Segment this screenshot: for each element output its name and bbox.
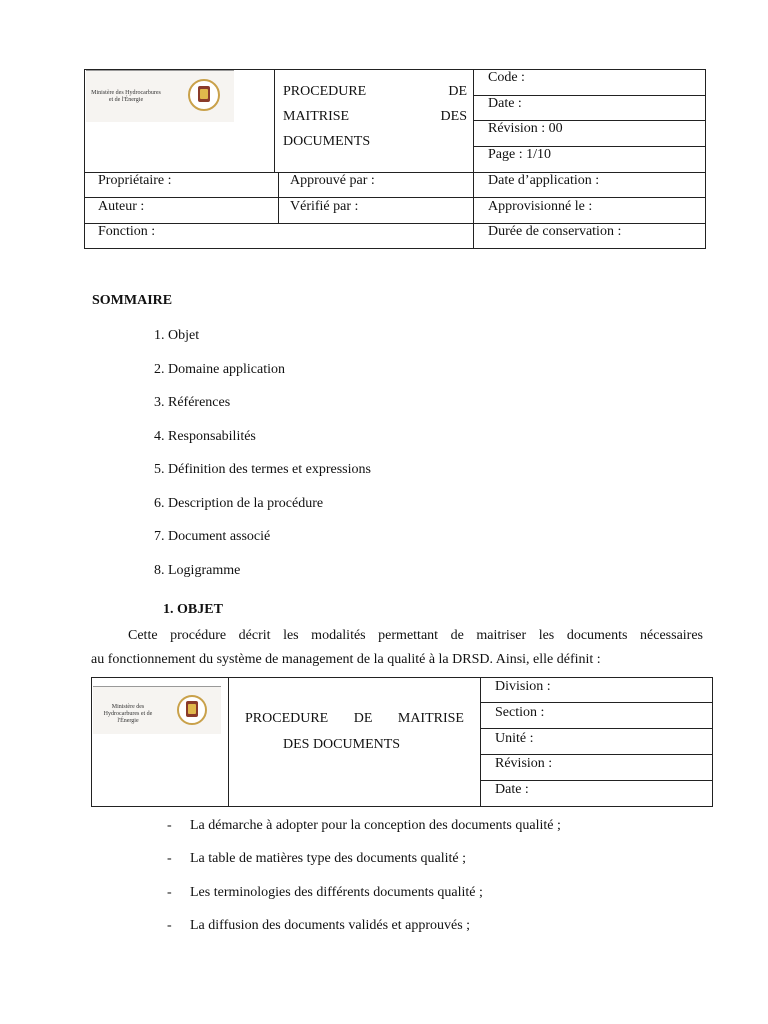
field-approuve: Approuvé par : [290,173,375,188]
field-fonction: Fonction : [98,224,156,239]
divider [473,69,474,249]
title-word: DE [353,711,373,726]
divider [84,197,706,198]
divider [480,728,713,729]
field-section: Section : [495,705,545,720]
toc-item: 3. Références [154,395,231,410]
objet-line-2: au fonctionnement du système de management de la qualité à la DRSD. Ainsi, elle définit : [91,652,601,667]
bullet-marker: - [167,918,172,933]
seal-emblem [200,89,208,99]
template-title-line-2: DES DOCUMENTS [283,737,401,752]
field-auteur: Auteur : [98,199,145,214]
title-line [283,129,467,154]
divider [274,69,275,172]
seal-icon [188,79,220,111]
toc-item: 5. Définition des termes et expressions [154,462,371,477]
field-division: Division : [495,679,551,694]
field-duree: Durée de conservation : [488,224,622,239]
logo-text: Ministère des Hydrocarbures et de l'Énergie [103,704,153,724]
field-date: Date : [488,96,522,111]
divider [480,702,713,703]
toc-item: 2. Domaine application [154,362,286,377]
bullet-marker: - [167,851,172,866]
field-date-application: Date d’application : [488,173,600,188]
title-word: MAITRISE [283,109,350,124]
toc-item: 4. Responsabilités [154,429,256,444]
divider [480,780,713,781]
bullet-item: La diffusion des documents validés et approuvés ; [190,918,471,933]
title-line [283,79,467,104]
logo-text: Ministère des Hydrocarbures et de l'Énergie [91,90,161,103]
bullet-item: La démarche à adopter pour la conception des documents qualité ; [190,818,561,833]
toc-item: 7. Document associé [154,529,271,544]
divider [480,754,713,755]
title-word: PROCEDURE [283,84,367,99]
bullet-item: Les terminologies des différents documents qualité ; [190,885,483,900]
toc-item: 8. Logigramme [154,563,241,578]
field-approvisionne: Approvisionné le : [488,199,593,214]
sommaire-title: SOMMAIRE [92,293,173,308]
logo-rule [86,70,234,71]
field-proprietaire: Propriétaire : [98,173,172,188]
title-word: DES [440,109,467,124]
field-date: Date : [495,782,529,797]
header-title [283,79,467,154]
template-title-line-1 [245,711,464,727]
ministry-logo [86,70,234,122]
bullet-item: La table de matières type des documents qualité ; [190,851,467,866]
title-word: DOCUMENTS [283,134,371,149]
divider [84,172,706,173]
bullet-marker: - [167,818,172,833]
objet-line-1: Cette procédure décrit les modalités permettant de maitriser les documents nécessaires [128,628,703,643]
title-line [283,104,467,129]
title-word: PROCEDURE [245,711,329,726]
seal-emblem [188,704,196,714]
title-word: DE [448,84,467,99]
divider [480,677,481,807]
seal-icon [177,695,207,725]
toc-item: 6. Description de la procédure [154,496,324,511]
divider [228,677,229,807]
field-verifie: Vérifié par : [290,199,359,214]
toc-item: 1. Objet [154,328,200,343]
field-revision: Révision : 00 [488,121,563,136]
section-heading-objet: 1. OBJET [163,602,223,617]
divider [278,172,279,224]
field-code: Code : [488,70,525,85]
ministry-logo [93,686,221,734]
bullet-marker: - [167,885,172,900]
logo-rule [93,686,221,687]
field-revision: Révision : [495,756,553,771]
field-page: Page : 1/10 [488,147,551,162]
title-word: MAITRISE [397,711,464,726]
field-unite: Unité : [495,731,534,746]
